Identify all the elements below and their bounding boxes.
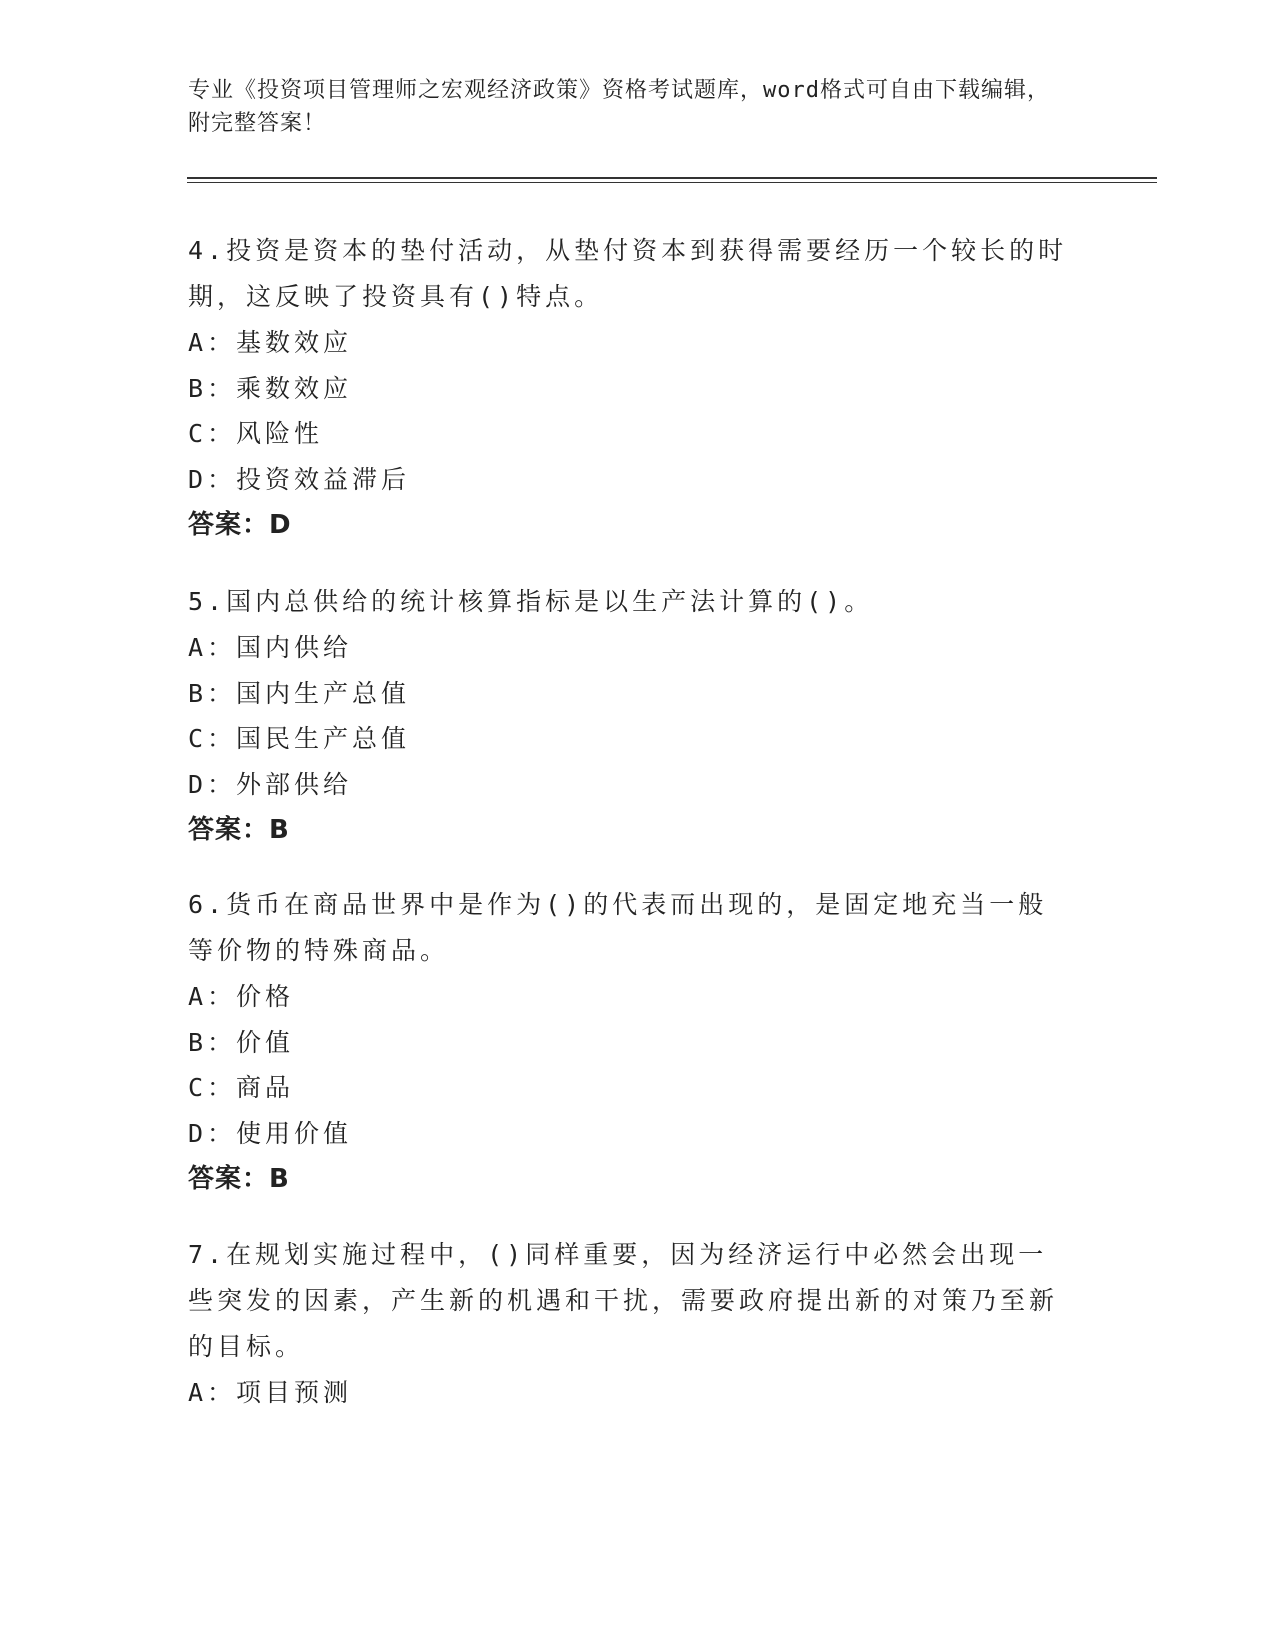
- question-stem: 5.国内总供给的统计核算指标是以生产法计算的()。: [188, 587, 874, 616]
- question-stem: 6.货币在商品世界中是作为()的代表而出现的，是固定地充当一般等价物的特殊商品。: [188, 890, 1048, 965]
- question-stem: 4.投资是资本的垫付活动，从垫付资本到获得需要经历一个较长的时期，这反映了投资具有()特点。: [188, 236, 1068, 311]
- option-b: B：国内生产总值: [188, 678, 411, 708]
- option-b: B：乘数效应: [188, 373, 353, 403]
- option-c: C：商品: [188, 1073, 295, 1102]
- document-header: 专业《投资项目管理师之宏观经济政策》资格考试题库，word格式可自由下载编辑，附完整答案！: [188, 78, 1050, 136]
- question-5: [188, 579, 1068, 853]
- question-7: [188, 1232, 1068, 1416]
- question-stem: 7.在规划实施过程中，()同样重要，因为经济运行中必然会出现一些突发的因素，产生新的机遇和干扰，需要政府提出新的对策乃至新的目标。: [188, 1240, 1059, 1361]
- option-a: A：基数效应: [188, 328, 353, 357]
- answer-line: [188, 807, 1068, 853]
- option-d: D：外部供给: [188, 769, 353, 799]
- option-d: D：投资效益滞后: [188, 464, 411, 494]
- answer-value: B: [269, 815, 290, 845]
- header-divider: [187, 177, 1157, 183]
- option-d: D：使用价值: [188, 1118, 353, 1148]
- answer-value: B: [269, 1164, 290, 1194]
- question-6: [188, 882, 1068, 1202]
- question-4: [188, 228, 1068, 548]
- answer-line: [188, 502, 1068, 548]
- answer-value: D: [269, 510, 292, 540]
- option-a: A：价格: [188, 982, 295, 1011]
- option-a: A：项目预测: [188, 1378, 353, 1407]
- option-b: B：价值: [188, 1027, 295, 1057]
- option-a: A：国内供给: [188, 633, 353, 662]
- option-c: C：风险性: [188, 419, 324, 448]
- answer-line: [188, 1156, 1068, 1202]
- answer-label: 答案：: [188, 815, 270, 845]
- option-c: C：国民生产总值: [188, 724, 411, 753]
- answer-label: 答案：: [188, 510, 270, 540]
- answer-label: 答案：: [188, 1164, 270, 1194]
